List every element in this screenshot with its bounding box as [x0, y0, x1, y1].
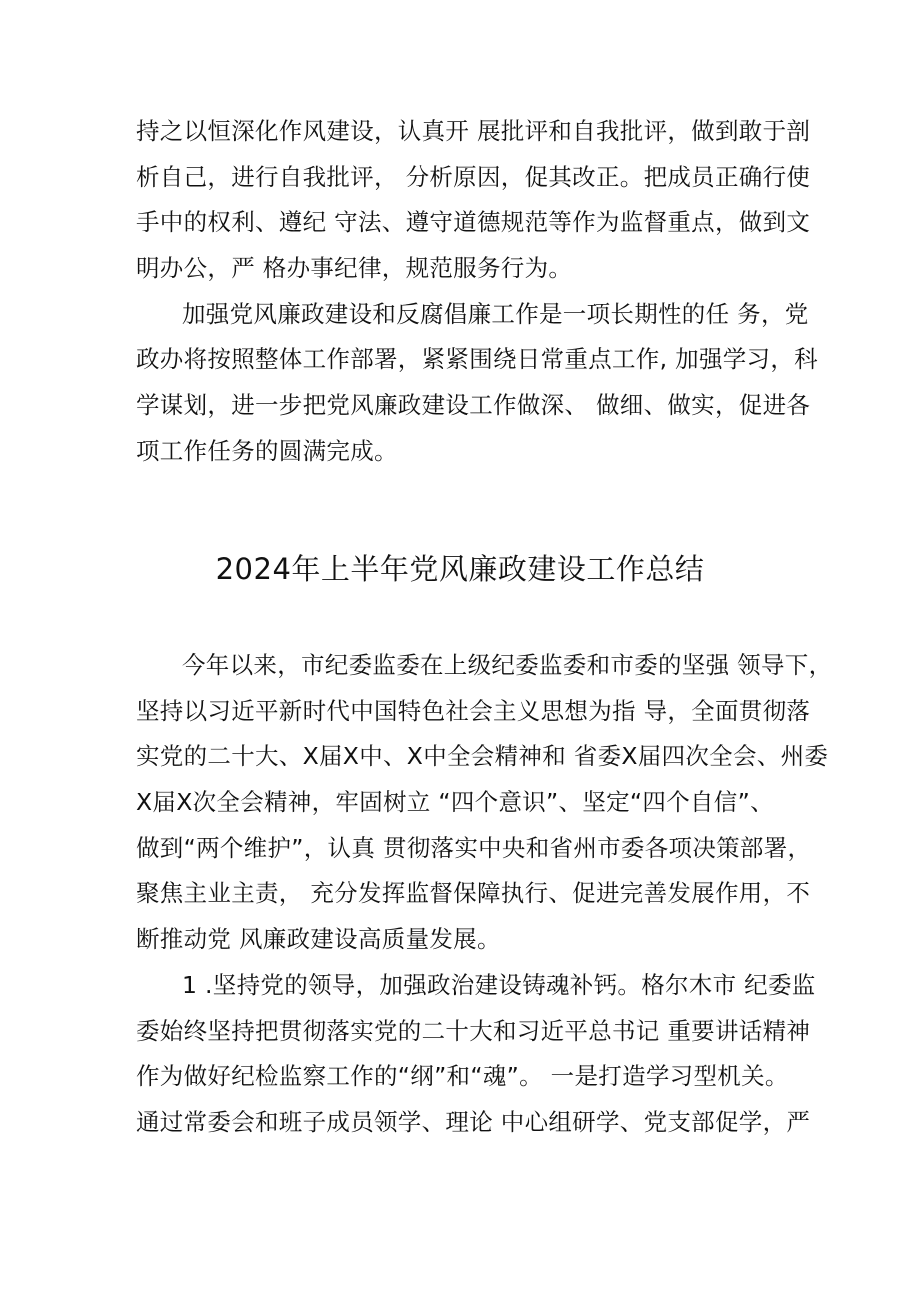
section-1-text	[136, 109, 818, 475]
text-line: 析自己，进行自我批评， 分析原因，促其改正。把成员正确行使	[136, 162, 811, 191]
text-line: 做到“两个维护”，认真 贯彻落实中央和省州市委各项决策部署，	[136, 833, 812, 862]
text-line: 项工作任务的圆满完成。	[136, 436, 398, 465]
text-line: 加强党风廉政建设和反腐倡廉工作是一项长期性的任 务，党	[182, 299, 809, 328]
text-line: 手中的权利、遵纪 守法、遵守道德规范等作为监督重点，做到文	[136, 208, 811, 237]
text-line: 持之以恒深化作风建设，认真开 展批评和自我批评，做到敢于剖	[136, 117, 811, 145]
text-line: 委始终坚持把贯彻落实党的二十大和习近平总书记 重要讲话精神	[136, 1016, 811, 1045]
text-line: 今年以来，市纪委监委在上级纪委监委和市委的坚强 领导下，	[182, 651, 833, 679]
text-line: X届X次全会精神，牢固树立 “四个意识”、坚定“四个自信”、	[136, 788, 774, 817]
text-line: 明办公，严 格办事纪律，规范服务行为。	[136, 254, 573, 283]
document-title: 2024年上半年党风廉政建设工作总结	[215, 552, 705, 586]
text-line: 聚焦主业主责， 充分发挥监督保障执行、促进完善发展作用，不	[136, 879, 811, 908]
text-line: 1 .坚持党的领导，加强政治建设铸魂补钙。格尔木市 纪委监	[182, 970, 816, 999]
text-line: 坚持以习近平新时代中国特色社会主义思想为指 导，全面贯彻落	[136, 696, 811, 725]
text-line: 实党的二十大、X届X中、X中全会精神和 省委X届四次全会、州委	[136, 742, 829, 771]
text-line: 通过常委会和班子成员领学、理论 中心组研学、党支部促学，严	[136, 1107, 811, 1136]
section-2-text	[136, 643, 833, 1146]
text-line: 断推动党 风廉政建设高质量发展。	[136, 925, 501, 954]
text-line: 学谋划，进一步把党风廉政建设工作做深、 做细、做实，促进各	[136, 391, 811, 420]
text-line: 作为做好纪检监察工作的“纲”和“魂”。 一是打造学习型机关。	[136, 1062, 789, 1091]
text-line: 政办将按照整体工作部署，紧紧围绕日常重点工作, 加强学习，科	[136, 345, 818, 374]
